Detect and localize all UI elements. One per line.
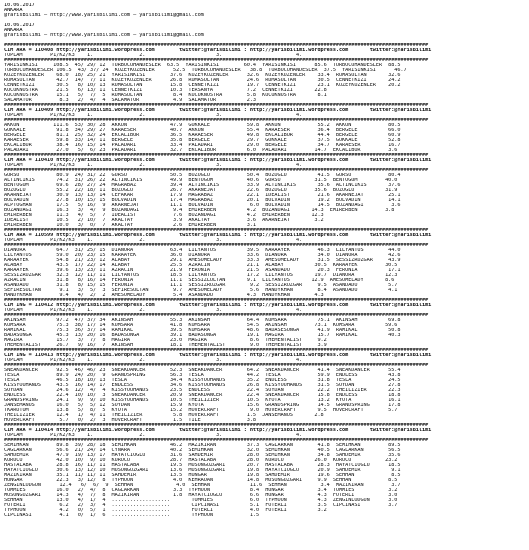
table-row: TOMMIES 16.0 2/ 4/ 8 CAGLARKAN 3.3 TYPHOON 8.4 HUNGAR 3.4 TOMMIES 3.2: [4, 488, 398, 493]
table-row: KARAAYEK 39.6 13/ 23/ 11 AZRACIN 21.9 FERONIA 21.5 ASANDADU 20.3 FERONIA 17.1: [4, 268, 401, 273]
table-row: RUMASULTAN 42.7 14/ 7/ 11 KUZEYKUZENLER 26.8 RUMASULTAN 24.6 RUMASULTAN 30.5 CENNETKIZI 24.2: [4, 78, 401, 83]
table-row: TKAROTOM 13.8 5/ 8/ 5 KYOTA 15.2 HOVERCRAFT 9.0 HOVERCRAFT 9.5 HOVERCRAFT 5.7: [4, 408, 398, 413]
table-row: MAGIRA 15.7 3/ 7/ 8 MAGIRA 23.0 MAGIRA 8.6 THEMENTALIST 9.2: [4, 338, 327, 343]
section-title: CIM ING = 110412 http://yarisbilimi.wordpress.com twitter:@YarisBilimi : http://yarisbilimi.wordpress.com twitter:@YarisBilimi: [4, 303, 432, 308]
table-row: JANSEMANUS 16.0 5/ 5/ 12 SOYDAN 15.9 KYOTA 15.6 GRANDSPRING 14.5 GRANDSPRING 17.8: [4, 403, 401, 408]
header-city-repeat: ANKARA: [4, 28, 23, 33]
table-row: KUZEYKUZENLER 68.0 18/ 25/ 21 YARISINKISI 37.6 KUZEYKUZENLER 32.6 KUZEYKUZENLER 33.4 RUMASULTAN 32.6: [4, 73, 401, 78]
section-title: CIM ING = 110413 http://yarisbilimi.wordpress.com twitter:@YarisBilimi : http://yarisbilimi.wordpress.com twitter:@YarisBilimi: [4, 353, 432, 358]
section-separator: ##########################################################################################################################################: [4, 348, 429, 353]
table-row: KURUCU 42.0 10/ 9/ 10 KURUCU 28.7 HASTALABA 28.0 KURUCU 26.0 KURUCU 23.2: [4, 458, 398, 463]
table-row: BOLVADIN 27.8 10/ 15/ 15 BOLVADIN 17.4 MAGRABAZ 20.1 BOLVADIN 19.2 BOLVADIN 14.1: [4, 198, 401, 203]
table-row: PALADARI 27.0 5/ 6/ 23 PALADARI 32.7 EKCALIBUR 6.0 PALADARI 14.7 EKCALIBUR 3.6: [4, 148, 398, 153]
table-row: ENDLESS 22.4 10/ 10/ 3 SNEAKDANCER 20.9 SNEAKDANCER 22.4 SNEAKDANCER 15.8 ENDLESS 18.8: [4, 393, 401, 398]
table-row: MUSONGUZGARI 14.3 4/ 7/ 8 MAZIKIRAN 1.8 HAYATCIOGLU 6.6 HUNGAR 4.3 FOTERLI 3.0: [4, 493, 398, 498]
section-separator: ##########################################################################################################################################: [4, 313, 429, 318]
section-column-header: TOPLAM P1/K2/K3 1. 2. 3. 4.: [4, 433, 303, 438]
section-title: CIM ARA = 110599 http://yarisbilimi.wordpress.com twitter:@YarisBilimi : http://yarisbilimi.wordpress.com twitter:@YarisBilimi: [4, 233, 432, 238]
header-city: ANKARA: [4, 8, 23, 13]
table-row: KUMSARA 75.3 38/ 17/ 14 KUMSARA 41.8 KUMSARA 54.5 AKINSAH 73.1 KUMSARA 59.6: [4, 323, 398, 328]
section-column-header: TOPLAM P1/K2/K3 1. 2. 3. 4.: [4, 238, 303, 243]
table-row: BADASUNGA 45.3 13/ 20/ 16 BADASUNGA 39.1 BADASUNGA 19.1 MAGIRA 15.7 RAMIKAL 40.3: [4, 333, 401, 338]
table-row: BOZOGLU 55.2 22/ 18/ 11 BOZOGLU 26.7 AKARNEJAT 22.6 BOZOGLU 35.6 BOZOGLU 31.9: [4, 188, 398, 193]
header-signature: @YarisBilimi — http://www.yarisbilimi.com — yarisbilimi@gmail.com: [4, 13, 204, 18]
section-separator: ##########################################################################################################################################: [4, 43, 429, 48]
race-sections: [4, 43, 525, 518]
table-row: SALAMATOR 8.3 2/ 4/ 4 SALAMATOR 4.9 SALAMATOR 2.3: [4, 98, 256, 103]
table-row: HOVERCRAFT 5.7 0/ 2/ 3 HOVERCRAFT 1.5 TILE 3.8: [4, 418, 256, 423]
section-column-header: TOPLAM P1/K2/K3 1. 2. 3. 4.: [4, 358, 303, 363]
table-row: IDEALIST 10.5 2/ 10/ 7 AKALTAY 3.9 AKALTAY 3.6 AKARNEJAT 3.2: [4, 218, 324, 223]
table-row: EKCALIBUR 38.4 16/ 15/ 14 PALADARI 33.4 PALADARI 29.0 BERGELE 34.7 KARAESER 16.7: [4, 143, 401, 148]
table-row: KARAAYEK 54.8 21/ 23/ 12 ALABAY 29.1 AMESOMELADY 33.3 AMESOMELADY 31.5 SESSIZRUZGAR 43.9: [4, 258, 401, 263]
section-separator: ##########################################################################################################################################: [4, 423, 429, 428]
table-row: EMIRERBEN 11.3 4/ 5/ 7 IDEALIST 7.6 BOZANDAGI 4.2 EMIRERBEN 12.3: [4, 213, 324, 218]
table-row: AKARNEJAT 30.9 13/ 13/ 14 CEFAKAR 17.9 MAGRABAZ 22.1 IDEALIST 21.6 AKARNEJAT 25.1: [4, 193, 401, 198]
section-title: CIM ARA = 110410 http://yarisbilimi.wordpress.com twitter:@YarisBilimi : http://yarisbilimi.wordpress.com twitter:@YarisBilimi: [4, 158, 432, 163]
table-row: SEHHAN 13.0 4/ 1/ 4 ................... TOMMIES 6.0 TYPHOON 4.3 ZENGINLODGUN 3.0: [4, 498, 398, 503]
table-row: SAHDEMIR 47.9 19/ 13/ 17 HAYATCIOGLU 31.6 SAHDEMIR 28.0 SEMIHKAN 34.8 SAHDEMIR 35.6: [4, 453, 401, 458]
section-separator: ##########################################################################################################################################: [4, 58, 429, 63]
table-row: ALTINCIKIS 74.2 31/ 26/ 22 ALTINCIKIS 49.9 BENTOGUM 40.6 GURSU 31.5 BENTOGUM 40.0: [4, 178, 398, 183]
race-section: [4, 153, 525, 228]
table-row: SOYDAN 24.6 12/ 4/ 4 KISSYOUHANDS 23.5 ENDLESS 22.4 SOYDAN 22.2 THEILIZIER 22.3: [4, 388, 401, 393]
table-row: TESLA 89.9 24/ 20/ 9 GRANDSPRING 56.3 TESLA 44.2 TESLA 59.9 ENDLESS 43.8: [4, 373, 401, 378]
table-row: KARAESER 59.8 33/ 14/ 11 BERGELE 35.8 BERGELE 29.7 GOKKALE 37.5 GOKKALE 52.8: [4, 138, 401, 143]
section-column-header: TOPLAM P1/K2/K3 1. 2. 3. 4.: [4, 113, 303, 118]
race-section: [4, 298, 525, 348]
table-row: ZENGINLODGUN 12.4 6/ 6/ 9 SEHHAN 4.0 SEHHAN 11.6 SEHHAN 3.4 MAZIKIRAN 3.7: [4, 483, 401, 488]
section-separator: ##########################################################################################################################################: [4, 298, 429, 303]
table-row: AZRACIN 31.8 8/ 16/ 14 FERONIA 11.1 SESSIZLULTAN 9.1 LILYANTUS 12.9 AMESOMELADY 8.6: [4, 278, 395, 283]
table-row: CENNETKIZI 30.5 8/ 10/ 13 RUMASULTAN 15.8 CENNETKIZI 19.7 CENNETKIZI 23.1 KUZEYKUZENLER 20.2: [4, 83, 401, 88]
table-row: THEILIZIER 12.4 1/ 4/ 11 THEILIZIER 5.8 HOVERCRAFT 1.5 JANSEMANUS 2.8: [4, 413, 324, 418]
table-row: CIPCINASI 4.1 0/ 1/ 6 ................... TYPHOON 1.5: [4, 513, 260, 518]
section-title: CIM ARA = 110408 http://yarisbilimi.wordpress.com twitter:@YarisBilimi : http://yarisbilimi.wordpress.com twitter:@YarisBilimi: [4, 48, 432, 53]
table-row: THEMENTALIST 26.7 9/ 16/ 7 AKINSAH 18.1 THEMENTALIST 9.0 THEMENTALIST 3.9: [4, 343, 327, 348]
table-row: YARISINKISI 108.5 45/ 29/ 12 TURBOCUHANDESLER 63.5 YARISINKISI 60.4 YARISINKISI 85.6 TURBOCUHANDESLER 88.5: [4, 63, 401, 68]
section-separator: ##########################################################################################################################################: [4, 438, 429, 443]
header-signature-repeat: @YarisBilimi — http://www.yarisbilimi.com — yarisbilimi@gmail.com: [4, 33, 204, 38]
section-separator: ##########################################################################################################################################: [4, 153, 429, 158]
table-row: SESSIZRUZGAR 32.3 12/ 11/ 11 LILYANTUS 18.5 LILYANTUS 17.2 LILYANTUS 19.7 DIANORA 12.3: [4, 273, 398, 278]
section-title: CIM ARA = 110414 http://yarisbilimi.wordpress.com twitter:@YarisBilimi : http://yarisbilimi.wordpress.com twitter:@YarisBilimi: [4, 428, 432, 433]
table-row: SEFIRESULTAN 9.1 3/ 5/ 3 SEFIRESULTAN 9.7 AMESOMELADY 5.6 HANDYKHAN 8.4 ASANDADU 4.1: [4, 288, 398, 293]
table-row: RAMIKAL 75.3 36/ 37/ 14 RAMIKAL 39.5 KUMSARA 48.6 BADASESUNGA 41.9 RAMIKAL 50.8: [4, 328, 401, 333]
section-separator: ##########################################################################################################################################: [4, 228, 429, 233]
table-row: DIANORA 64.7 31/ 25/ 15 DIANORA 63.4 LILYANTUS 39.5 KARAAYEK 46.3 LILYANTUS 44.0: [4, 248, 401, 253]
table-row: KISSYOUHANDS 43.5 16/ 14/ 17 ENDLESS 34.6 KISSYOUHANDS 26.8 KISSYOUHANDS 31.5 SOYDAN 27.8: [4, 383, 401, 388]
table-row: GRANDSPRING 24.1 9/ 9/ 10 KISSYOUHANDS 10.5 THEILIZIER 10.5 KYOTA 13.2 KYOTA 16.1: [4, 398, 401, 403]
section-separator: ##########################################################################################################################################: [4, 118, 429, 123]
table-row: TYPHOON 4.2 0/ 5/ 1 ................... FOTERLI 4.0 FOTERLI 3.2: [4, 508, 327, 513]
table-row: HUNGAR 22.3 3/ 12/ 8 TYPHOON 4.0 KEHRAUAN 14.8 MUSONGUZGARI 9.9 SEHHAN 8.5: [4, 478, 398, 483]
table-row: BOZANDAGI 16.3 3/ 4/ 9 BOZANDAGI 9.4 EMIRERBEN 4.2 BOZANDAGI 14.3 EMIRERBEN 3.8: [4, 208, 395, 213]
table-row: KUCUKNOSTRA 15.1 5/ 7/ 5 RUMASULTAN 8.4 KUCUKNOSTRA 5.8 KUCUKNOSTRA 8.1: [4, 93, 327, 98]
table-row: CAGLARKAN 56.6 21/ 24/ 14 CYNARA 40.2 SEMIHKAN 32.0 SEMIHKAN 40.5 CAGLARKAN 56.5: [4, 448, 401, 453]
table-row: HASTALABA 28.8 16/ 11/ 11 HASTALABA 19.5 MUSONGUZGARI 20.7 HASTALABA 28.3 HAYATCIOGLU 18.5: [4, 463, 401, 468]
table-row: LILYANTUS 59.0 20/ 23/ 15 KARAAYEK 36.0 DIANORA 33.6 DIANORA 34.0 DIANORA 42.6: [4, 253, 401, 258]
race-section: [4, 103, 525, 153]
table-row: ASANDADU 31.8 8/ 15/ 15 FERONIA 11.1 SESSIZRUZGAR 9.2 SESSIZRUZGAR 9.5 ASANDADU 5.7: [4, 283, 398, 288]
table-row: GURSU 80.9 24/ 31/ 22 GURSU 50.5 BOZOGLU 50.4 BOZOGLU 41.5 GURSU 80.4: [4, 173, 401, 178]
table-row: KUCUKNOSTRA 21.5 6/ 13/ 11 CENNETKIZI 10.3 TERSANYA 7.2 CENNETKIZI 22.8: [4, 88, 327, 93]
section-separator: ##########################################################################################################################################: [4, 363, 429, 368]
section-separator: ##########################################################################################################################################: [4, 243, 429, 248]
race-section: [4, 43, 525, 103]
race-section: [4, 228, 525, 298]
table-row: TURBOCUHANDESLER 106.5 43/ 37/ 24 KUZEYKUZENLER 52.5 TURBOCUHANDESLER 38.8 TURBOCUHANDESLER 37.5 YARISINKISI 46.7: [4, 68, 407, 73]
table-row: HANDYKHAN 9.4 4/ 2/ 2 AMESOMELADY 5.4 ASANDADU 4.3 HANDYKHAN 4.3: [4, 293, 324, 298]
header-date-repeat: 10.06.2017: [4, 23, 35, 28]
section-title: CIM ARA = 110409 http://yarisbilimi.wordpress.com twitter:@YarisBilimi : http://yarisbilimi.wordpress.com twitter:@YarisBilimi: [4, 108, 432, 113]
table-row: BERGELE 81.1 25/ 32/ 24 EKCALIBUR 36.5 KARAESER 49.8 EKCALIBUR 44.4 BERGELE 60.9: [4, 133, 401, 138]
section-separator: ##########################################################################################################################################: [4, 168, 429, 173]
table-row: ALPTOGHAN 17.5 5/ 16/ 9 AKARNEJAT 11.1 BOLVADIN 6.0 BOLVADIN 14.5 BOZANDAGI 3.6: [4, 203, 401, 208]
table-row: SEMIHKAN 89.8 39/ 28/ 18 SEMIHKAN 46.2 MAZIKIRAN 37.3 CAGLARKAN 41.8 SEMIHKAN 89.5: [4, 443, 401, 448]
table-row: TESLA 46.5 18/ 10/ 13 TESLA 34.4 KISSYOUHANDS 35.2 ENDLESS 31.8 TESLA 24.5: [4, 378, 401, 383]
table-row: SNEAKDANCER 92.5 46/ 46/ 23 SNEAKDANCER 52.3 SNEAKDANCER 64.2 SNEAKDANCER 41.4 SNEAKDANCER 55.4: [4, 368, 401, 373]
table-row: GOKKALE 91.8 34/ 29/ 27 KARAESER 40.7 AKKUN 55.4 KARAESER 36.4 BERGELE 66.0: [4, 128, 401, 133]
table-row: HAYATCIOGLU 30.6 13/ 12/ 10 MUSONGUZGARI 13.6 MUSONGUZGARI 19.8 HAYATCIOGLU 20.9 SAHDEMIR 9.1: [4, 468, 401, 473]
race-section: [4, 423, 525, 518]
race-section: [4, 348, 525, 423]
section-column-header: TOPLAM P1/K2/K3 1. 2. 3. 4.: [4, 53, 303, 58]
table-row: FOTERLI 6.2 2/ 3/ 4 ................... CIPCINASI 5.1 FOTERLI 3.5 CIPCINASI 3.7: [4, 503, 398, 508]
section-separator: ##########################################################################################################################################: [4, 103, 429, 108]
table-row: AKINSAH 97.2 47/ 37/ 34 AKINSAH 55.3 AKINSAH 64.4 KUMSARA 75.1 AKINSAH 69.8: [4, 318, 401, 323]
table-row: BENTOGUM 69.6 28/ 27/ 24 MAGRABAZ 39.4 ALTINCIKIS 33.9 ALTINCIKIS 35.6 ALTINCIKIS 37.6: [4, 183, 401, 188]
section-column-header: TOPLAM P1/K2/K3 1. 2. 3. 4.: [4, 163, 303, 168]
table-row: ALABAY 43.5 17/ 22/ 14 ALABAY 25.5 AZRACIN 21.1 ALABAY 30.5 KARAAYEK 30.5: [4, 263, 398, 268]
section-column-header: TOPLAM P1/K2/K3 1. 2. 3. 4.: [4, 308, 303, 313]
header-date: 10.06.2017: [4, 3, 35, 8]
table-row: EMIRERBEN 10.0 3/ 0/ 7 AKALTAY 2.6 EMIRERBEN 3.1: [4, 223, 256, 228]
table-row: MAZIKIRAN 35.1 11/ 11/ 11 SAHDEMIR 13.5 HUNGAR 19.8 SAHDEMIR 19.6 SEHHAN 8.5: [4, 473, 401, 478]
table-row: AKKUN 111.6 53/ 30/ 28 AKKUN 47.9 GOKKALE 59.8 AKKUN 55.2 AKKUN 80.5: [4, 123, 401, 128]
